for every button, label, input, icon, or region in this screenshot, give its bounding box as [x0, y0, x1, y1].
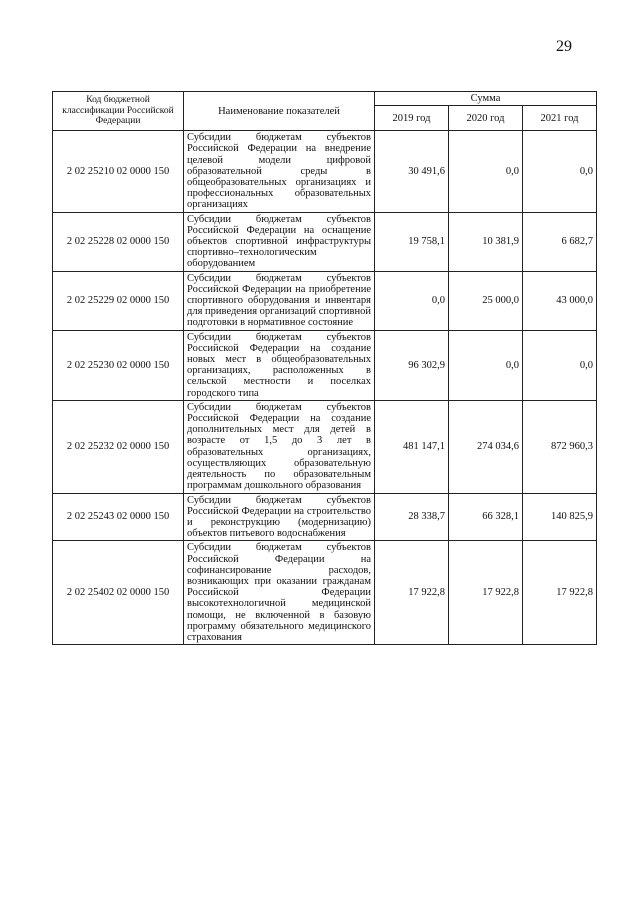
header-name-column: Наименование показателей: [184, 92, 375, 131]
amount-2021-cell: 17 922,8: [523, 541, 597, 645]
amount-2019-cell: 481 147,1: [375, 400, 449, 493]
amount-2021-cell: 0,0: [523, 330, 597, 400]
table-row: [53, 131, 597, 212]
header-code-column: Код бюджетной классификации Российской Федерации: [53, 92, 184, 131]
amount-2020-cell: 274 034,6: [449, 400, 523, 493]
indicator-name-cell: Субсидии бюджетам субъектов Российской Федерации на внедрение целевой модели цифровой образовательной среды в общеобразовательных организациях и профессиональных образовательных организациях: [184, 131, 375, 212]
table-header-row: [53, 92, 597, 106]
table-row: [53, 541, 597, 645]
table-row: [53, 271, 597, 330]
budget-code-cell: 2 02 25229 02 0000 150: [53, 271, 184, 330]
amount-2019-cell: 19 758,1: [375, 212, 449, 271]
header-sum-column: Сумма: [375, 92, 597, 106]
amount-2021-cell: 6 682,7: [523, 212, 597, 271]
amount-2019-cell: 17 922,8: [375, 541, 449, 645]
budget-code-cell: 2 02 25232 02 0000 150: [53, 400, 184, 493]
indicator-name-cell: Субсидии бюджетам субъектов Российской Федерации на приобретение спортивного оборудования и инвентаря для приведения организаций спортивной подготовки в нормативное состояние: [184, 271, 375, 330]
amount-2020-cell: 0,0: [449, 131, 523, 212]
amount-2020-cell: 10 381,9: [449, 212, 523, 271]
amount-2021-cell: 0,0: [523, 131, 597, 212]
budget-code-cell: 2 02 25230 02 0000 150: [53, 330, 184, 400]
indicator-name-cell: Субсидии бюджетам субъектов Российской Федерации на создание дополнительных мест для детей в возрасте от 1,5 до 3 лет в образовательных организациях, осуществляющих образовательную деятельность по образовательным программам дошкольного образования: [184, 400, 375, 493]
table-row: [53, 400, 597, 493]
indicator-name-cell: Субсидии бюджетам субъектов Российской Федерации на оснащение объектов спортивной инфраструктуры спортивно–технологическим оборудованием: [184, 212, 375, 271]
table-row: [53, 212, 597, 271]
page-number: 29: [556, 38, 572, 55]
table-row: [53, 493, 597, 541]
amount-2019-cell: 96 302,9: [375, 330, 449, 400]
table-row: [53, 330, 597, 400]
amount-2020-cell: 0,0: [449, 330, 523, 400]
amount-2021-cell: 140 825,9: [523, 493, 597, 541]
budget-code-cell: 2 02 25243 02 0000 150: [53, 493, 184, 541]
budget-code-cell: 2 02 25210 02 0000 150: [53, 131, 184, 212]
indicator-name-cell: Субсидии бюджетам субъектов Российской Федерации на создание новых мест в общеобразовательных организациях, расположенных в сельской местности и поселках городского типа: [184, 330, 375, 400]
header-year-2020: 2020 год: [449, 106, 523, 131]
amount-2020-cell: 25 000,0: [449, 271, 523, 330]
indicator-name-cell: Субсидии бюджетам субъектов Российской Федерации на софинансирование расходов, возникающих при оказании гражданам Российской Федерации высокотехнологичной медицинской помощи, не включенной в базовую программу обязательного медицинского страхования: [184, 541, 375, 645]
header-year-2021: 2021 год: [523, 106, 597, 131]
amount-2019-cell: 30 491,6: [375, 131, 449, 212]
amount-2021-cell: 43 000,0: [523, 271, 597, 330]
indicator-name-cell: Субсидии бюджетам субъектов Российской Федерации на строительство и реконструкцию (модернизацию) объектов питьевого водоснабжения: [184, 493, 375, 541]
amount-2019-cell: 0,0: [375, 271, 449, 330]
budget-code-cell: 2 02 25228 02 0000 150: [53, 212, 184, 271]
header-year-2019: 2019 год: [375, 106, 449, 131]
budget-code-cell: 2 02 25402 02 0000 150: [53, 541, 184, 645]
amount-2019-cell: 28 338,7: [375, 493, 449, 541]
budget-table: [52, 91, 597, 645]
amount-2020-cell: 66 328,1: [449, 493, 523, 541]
amount-2020-cell: 17 922,8: [449, 541, 523, 645]
amount-2021-cell: 872 960,3: [523, 400, 597, 493]
